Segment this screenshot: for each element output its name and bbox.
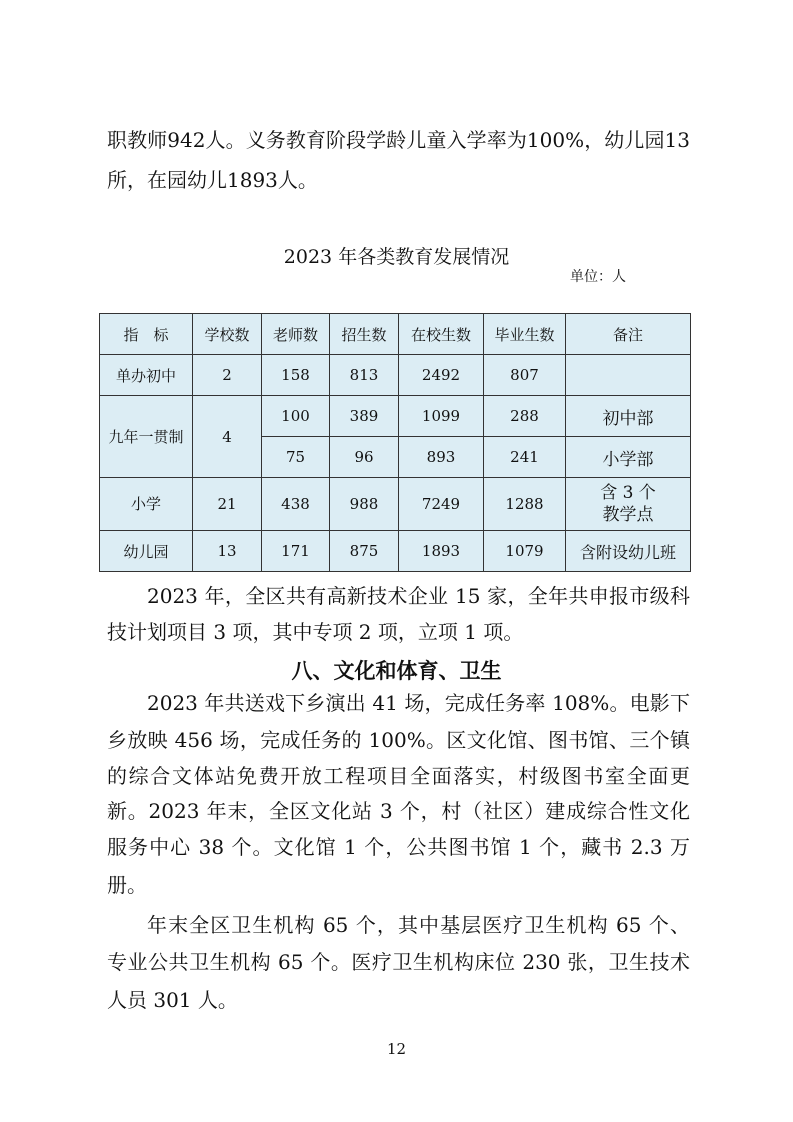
cell: 4 — [193, 396, 262, 478]
cell: 小学部 — [566, 437, 691, 478]
cell: 九年一贯制 — [100, 396, 193, 478]
text-line: 乡放映 456 场，完成任务的 100%。区文化馆、图书馆、三个镇 — [107, 728, 690, 752]
header-cell: 招生数 — [330, 314, 399, 355]
table-row — [100, 531, 691, 572]
cell: 100 — [262, 396, 330, 437]
table-unit: 单位：人 — [570, 269, 626, 285]
cell: 13 — [193, 531, 262, 572]
table-row — [100, 396, 691, 437]
table-title: 2023 年各类教育发展情况 — [283, 246, 510, 268]
education-table — [99, 313, 691, 572]
cell: 1893 — [399, 531, 484, 572]
cell: 单办初中 — [100, 355, 193, 396]
text-line: 专业公共卫生机构 65 个。医疗卫生机构床位 230 张，卫生技术 — [107, 950, 690, 974]
header-cell: 毕业生数 — [484, 314, 566, 355]
text-line: 2023 年共送戏下乡演出 41 场，完成任务率 108%。电影下 — [147, 691, 690, 715]
text-line: 2023 年，全区共有高新技术企业 15 家，全年共申报市级科 — [147, 584, 690, 608]
text-line: 年末全区卫生机构 65 个，其中基层医疗卫生机构 65 个、 — [147, 913, 690, 937]
cell: 158 — [262, 355, 330, 396]
header-cell: 老师数 — [262, 314, 330, 355]
header-cell: 学校数 — [193, 314, 262, 355]
header-cell: 备注 — [566, 314, 691, 355]
text-line: 新。2023 年末，全区文化站 3 个，村（社区）建成综合性文化 — [107, 799, 690, 823]
text-line: 册。 — [107, 873, 147, 897]
table-row — [100, 355, 691, 396]
table-row — [100, 478, 691, 531]
cell: 288 — [484, 396, 566, 437]
page-number: 12 — [386, 1040, 407, 1058]
cell: 389 — [330, 396, 399, 437]
text-line: 人员 301 人。 — [107, 988, 238, 1012]
text-line: 职教师942人。义务教育阶段学龄儿童入学率为100%，幼儿园13 — [107, 128, 690, 152]
cell: 893 — [399, 437, 484, 478]
cell: 含附设幼儿班 — [566, 531, 691, 572]
header-cell: 在校生数 — [399, 314, 484, 355]
cell: 21 — [193, 478, 262, 531]
cell: 875 — [330, 531, 399, 572]
cell: 含 3 个 教学点 — [566, 478, 691, 531]
cell: 171 — [262, 531, 330, 572]
text-line: 所，在园幼儿1893人。 — [107, 168, 318, 192]
cell: 813 — [330, 355, 399, 396]
cell: 2492 — [399, 355, 484, 396]
cell — [566, 355, 691, 396]
cell: 438 — [262, 478, 330, 531]
cell: 2 — [193, 355, 262, 396]
cell: 807 — [484, 355, 566, 396]
cell: 初中部 — [566, 396, 691, 437]
cell: 1079 — [484, 531, 566, 572]
cell: 7249 — [399, 478, 484, 531]
cell: 96 — [330, 437, 399, 478]
cell: 988 — [330, 478, 399, 531]
header-cell: 指 标 — [100, 314, 193, 355]
text-line: 技计划项目 3 项，其中专项 2 项，立项 1 项。 — [107, 620, 524, 644]
cell: 幼儿园 — [100, 531, 193, 572]
cell: 1099 — [399, 396, 484, 437]
table-header-row — [100, 314, 691, 355]
cell: 241 — [484, 437, 566, 478]
cell: 75 — [262, 437, 330, 478]
section-heading: 八、文化和体育、卫生 — [291, 659, 502, 683]
cell: 1288 — [484, 478, 566, 531]
cell: 小学 — [100, 478, 193, 531]
text-line: 的综合文体站免费开放工程项目全面落实，村级图书室全面更 — [107, 764, 690, 788]
text-line: 服务中心 38 个。文化馆 1 个，公共图书馆 1 个，藏书 2.3 万 — [107, 835, 690, 859]
